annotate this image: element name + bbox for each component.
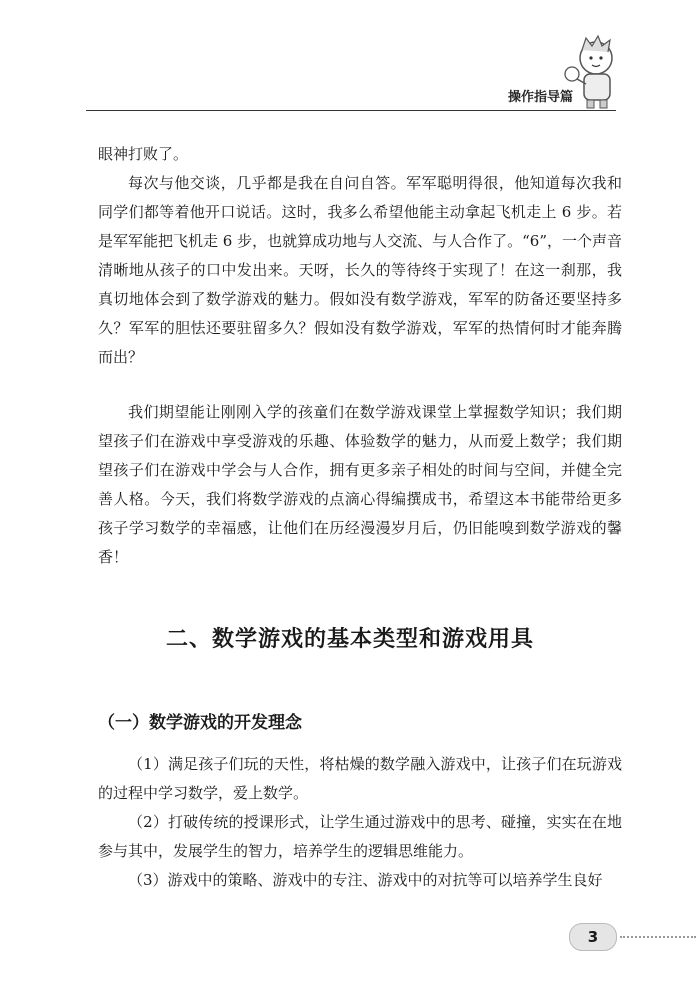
header-divider: [86, 110, 616, 111]
paragraph-story: 每次与他交谈，几乎都是我在自问自答。军军聪明得很，他知道每次我和同学们都等着他开口说话。这时，我多么希望他能主动拿起飞机走上 6 步。若是军军能把飞机走 6 步，也就算成功地与人交流、与人合作了。“6”，一个声音清晰地从孩子的口中发出来。天呀，长久的等待终于实现了！在这一刹那，我真切地体会到了数学游戏的魅力。假如没有数学游戏，军军的防备还要坚持多久？军军的胆怯还要驻留多久？假如没有数学游戏，军军的热情何时才能奔腾而出？: [98, 174, 622, 366]
list-item-3: （3）游戏中的策略、游戏中的专注、游戏中的对抗等可以培养学生良好: [128, 871, 603, 889]
subsection-title: （一）数学游戏的开发理念: [98, 713, 302, 733]
page-number: 3: [569, 923, 617, 951]
list-item-2: （2）打破传统的授课形式，让学生通过游戏中的思考、碰撞，实实在在地参与其中，发展学生的智力，培养学生的逻辑思维能力。: [98, 813, 622, 860]
paragraph-continuation: 眼神打败了。: [98, 145, 189, 163]
page-number-dots: [620, 936, 696, 938]
header-section-label: 操作指导篇: [508, 90, 574, 105]
list-item-1: （1）满足孩子们玩的天性，将枯燥的数学融入游戏中，让孩子们在玩游戏的过程中学习数学，爱上数学。: [98, 755, 622, 802]
section-title: 二、数学游戏的基本类型和游戏用具: [165, 627, 534, 652]
paragraph-expectation: 我们期望能让刚刚入学的孩童们在数学游戏课堂上掌握数学知识；我们期望孩子们在游戏中享受游戏的乐趣、体验数学的魅力，从而爱上数学；我们期望孩子们在游戏中学会与人合作，拥有更多亲子相处的时间与空间，并健全完善人格。今天，我们将数学游戏的点滴心得编撰成书，希望这本书能带给更多孩子学习数学的幸福感，让他们在历经漫漫岁月后，仍旧能嗅到数学游戏的馨香！: [98, 403, 622, 566]
